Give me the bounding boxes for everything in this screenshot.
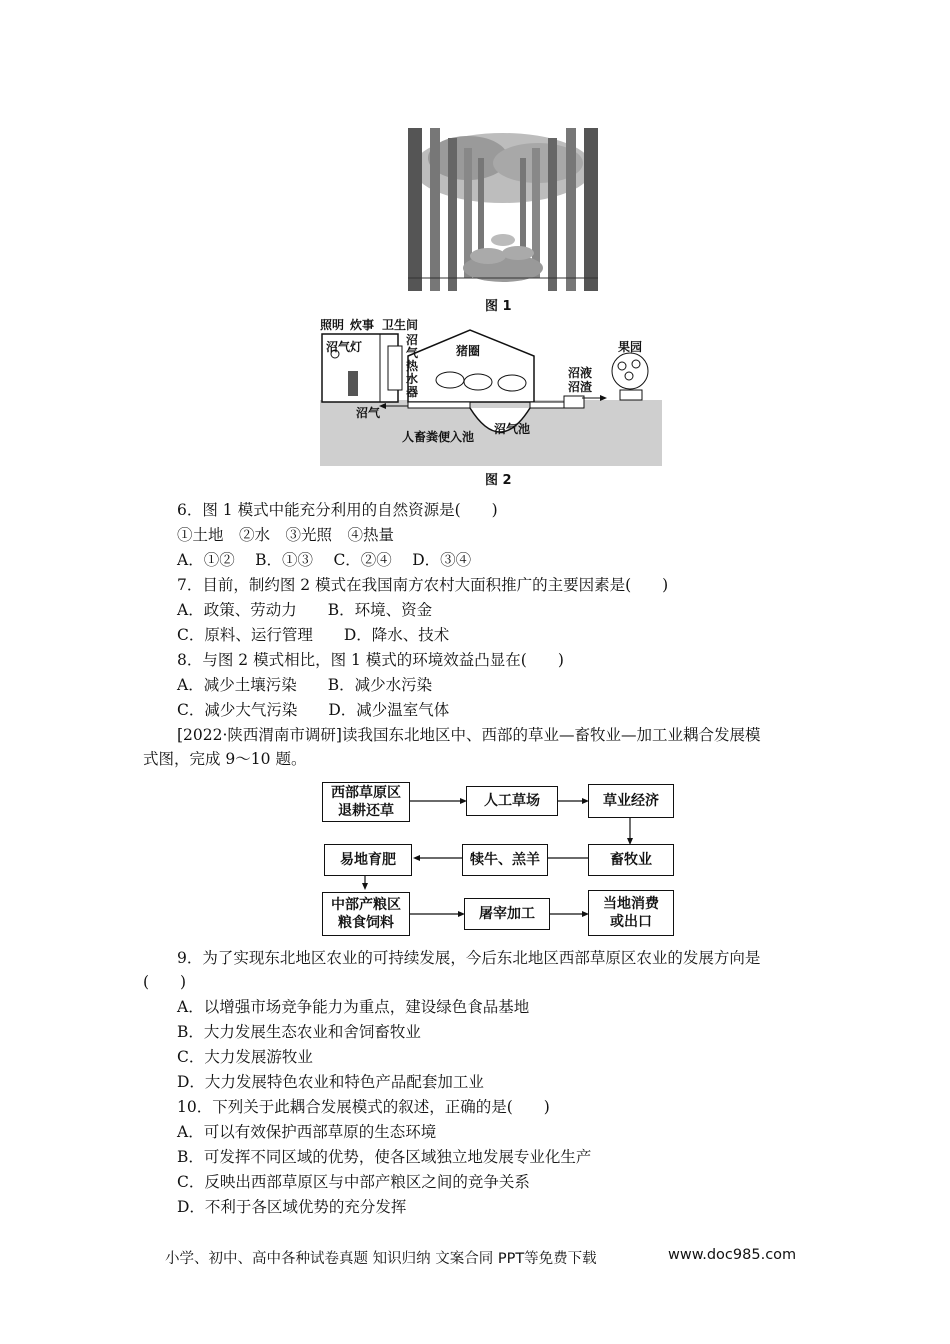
label-biogas: 沼气	[356, 406, 381, 420]
flow-box-slaughter: 屠宰加工	[464, 898, 550, 930]
label-toilet: 卫生间	[382, 318, 419, 332]
label-manure-inlet: 人畜粪便入池	[402, 430, 475, 444]
intro-line-2: 式图，完成 9～10 题。	[143, 750, 307, 768]
figure-2	[320, 316, 662, 466]
q6-options: A．①② B．①③ C．②④ D．③④	[177, 551, 472, 569]
q7-stem: 7．目前，制约图 2 模式在我国南方农村大面积推广的主要因素是( )	[177, 576, 669, 594]
flow-box-grass-economy: 草业经济	[588, 784, 674, 818]
q8-options-ab: A．减少土壤污染 B．减少水污染	[177, 676, 433, 694]
q10-stem: 10．下列关于此耦合发展模式的叙述，正确的是( )	[177, 1098, 550, 1116]
label-slurry: 沼液	[568, 366, 593, 380]
flow-box-west-grassland: 西部草原区 退耕还草	[322, 782, 410, 822]
label-water-heater: 沼气热水器	[406, 333, 419, 399]
label-biogas-lamp: 沼气灯	[326, 340, 363, 354]
q9-option-b: B．大力发展生态农业和舍饲畜牧业	[177, 1023, 421, 1041]
label-pigsty: 猪圈	[456, 344, 481, 358]
forest-illustration-icon	[408, 128, 598, 291]
q7-options-cd: C．原料、运行管理 D．降水、技术	[177, 626, 450, 644]
flowchart	[320, 780, 680, 940]
q9-option-d: D．大力发展特色农业和特色产品配套加工业	[177, 1073, 484, 1091]
label-orchard: 果园	[618, 340, 643, 354]
label-residue: 沼渣	[568, 380, 593, 394]
label-digester: 沼气池	[494, 422, 531, 436]
intro-line-1: [2022·陕西渭南市调研]读我国东北地区中、西部的草业—畜牧业—加工业耦合发展模	[177, 726, 761, 744]
q8-stem: 8．与图 2 模式相比，图 1 模式的环境效益凸显在( )	[177, 651, 564, 669]
flow-box-central-grain: 中部产粮区 粮食饲料	[322, 892, 410, 936]
biogas-diagram	[320, 316, 662, 466]
flow-box-relocated-fattening: 易地育肥	[324, 844, 412, 876]
q6-stem: 6．图 1 模式中能充分利用的自然资源是( )	[177, 501, 498, 519]
label-cooking: 炊事	[350, 318, 375, 332]
label-lighting: 照明	[320, 318, 345, 332]
q10-option-b: B．可发挥不同区域的优势，使各区域独立地发展专业化生产	[177, 1148, 592, 1166]
flow-box-artificial-pasture: 人工草场	[466, 786, 558, 816]
q9-option-a: A．以增强市场竞争能力为重点，建设绿色食品基地	[177, 998, 530, 1016]
q7-options-ab: A．政策、劳动力 B．环境、资金	[177, 601, 433, 619]
flow-box-calves-lambs: 犊牛、羔羊	[462, 844, 548, 876]
q6-statements: ①土地 ②水 ③光照 ④热量	[177, 526, 395, 544]
q10-option-a: A．可以有效保护西部草原的生态环境	[177, 1123, 437, 1141]
footer-text: 小学、初中、高中各种试卷真题 知识归纳 文案合同 PPT等免费下载	[165, 1251, 597, 1267]
figure-1-caption: 图 1	[485, 299, 512, 314]
q10-option-d: D．不利于各区域优势的充分发挥	[177, 1198, 407, 1216]
figure-1	[408, 128, 598, 291]
q8-options-cd: C．减少大气污染 D．减少温室气体	[177, 701, 450, 719]
flow-box-livestock: 畜牧业	[588, 844, 674, 876]
figure-2-caption: 图 2	[485, 473, 512, 488]
q9-stem-2: ( )	[143, 973, 187, 991]
footer-link[interactable]: www.doc985.com	[668, 1247, 797, 1263]
q10-option-c: C．反映出西部草原区与中部产粮区之间的竞争关系	[177, 1173, 530, 1191]
flow-box-local-export: 当地消费 或出口	[588, 890, 674, 936]
q9-stem-1: 9．为了实现东北地区农业的可持续发展，今后东北地区西部草原区农业的发展方向是	[177, 949, 761, 967]
q9-option-c: C．大力发展游牧业	[177, 1048, 313, 1066]
